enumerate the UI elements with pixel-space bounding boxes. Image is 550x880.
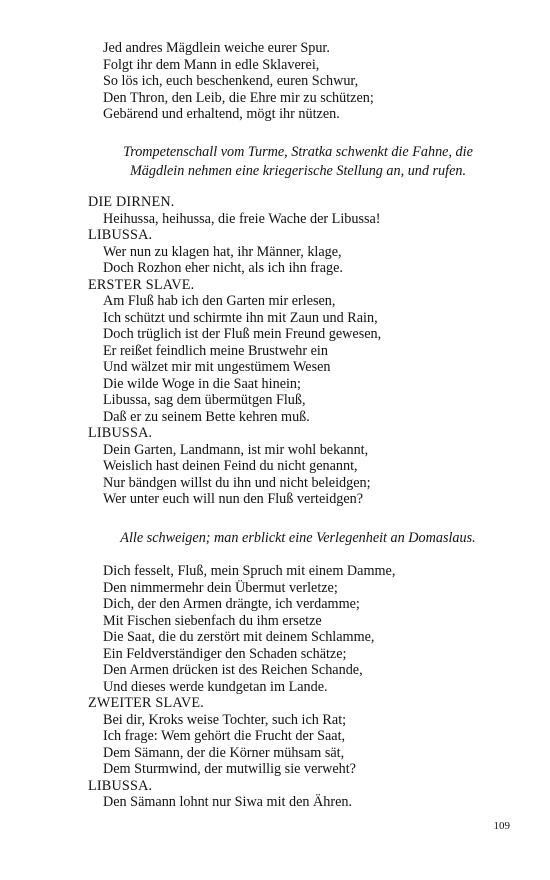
verse-line: So lös ich, euch beschenkend, euren Schwur, bbox=[103, 73, 359, 89]
verse-line: Am Fluß hab ich den Garten mir erlesen, bbox=[103, 293, 336, 309]
dialogue-block-1 bbox=[88, 194, 508, 508]
stage-direction-1 bbox=[88, 143, 508, 180]
verse-line: Mit Fischen siebenfach du ihm ersetze bbox=[103, 612, 322, 629]
verse-line: Ich schützt und schirmte ihn mit Zaun und Rain, bbox=[103, 309, 378, 326]
verse-line: Er reißet feindlich meine Brustwehr ein bbox=[103, 342, 328, 359]
verse-line: Jed andres Mägdlein weiche eurer Spur. bbox=[103, 40, 330, 56]
stage-direction-line: Trompetenschall vom Turme, Stratka schwenkt die Fahne, die bbox=[123, 144, 473, 160]
speaker-name: LIBUSSA. bbox=[88, 425, 153, 441]
verse-line: Dich, der den Armen drängte, ich verdamme; bbox=[103, 596, 360, 612]
verse-line: Den Thron, den Leib, die Ehre mir zu schützen; bbox=[103, 89, 374, 106]
verse-line: Den Armen drücken ist des Reichen Schande, bbox=[103, 662, 363, 678]
page-number: 109 bbox=[493, 820, 510, 832]
verse-line: Den nimmermehr dein Übermut verletze; bbox=[103, 579, 338, 596]
verse-line: Den Sämann lohnt nur Siwa mit den Ähren. bbox=[103, 794, 353, 810]
verse-line: Und dieses werde kundgetan im Lande. bbox=[103, 678, 328, 695]
verse-line: Dein Garten, Landmann, ist mir wohl bekannt, bbox=[103, 441, 369, 458]
verse-line: Die Saat, die du zerstört mit deinem Schlamme, bbox=[103, 629, 375, 645]
verse-line: Daß er zu seinem Bette kehren muß. bbox=[103, 408, 310, 425]
verse-line: Ein Feldverständiger den Schaden schätze; bbox=[103, 645, 347, 662]
stage-direction-2 bbox=[88, 529, 508, 548]
verse-line: Doch Rozhon eher nicht, als ich ihn frage. bbox=[103, 260, 343, 276]
speaker-name: ERSTER SLAVE. bbox=[88, 276, 195, 293]
verse-line: Wer nun zu klagen hat, ihr Männer, klage, bbox=[103, 243, 342, 260]
verse-line: Dem Sturmwind, der mutwillig sie verweht? bbox=[103, 761, 356, 777]
speaker-name: ZWEITER SLAVE. bbox=[88, 695, 205, 711]
verse-line: Weislich hast deinen Feind du nicht genannt, bbox=[103, 458, 358, 474]
verse-line: Bei dir, Kroks weise Tochter, such ich Rat; bbox=[103, 711, 347, 728]
verse-line: Und wälzet mir mit ungestümem Wesen bbox=[103, 359, 331, 375]
stage-direction-line: Alle schweigen; man erblickt eine Verlegenheit an Domaslaus. bbox=[120, 530, 476, 546]
verse-line: Heihussa, heihussa, die freie Wache der Libussa! bbox=[103, 210, 381, 227]
speaker-name: DIE DIRNEN. bbox=[88, 194, 175, 210]
speaker-name: LIBUSSA. bbox=[88, 227, 153, 243]
verse-line: Doch trüglich ist der Fluß mein Freund gewesen, bbox=[103, 326, 382, 342]
verse-line: Wer unter euch will nun den Fluß verteidgen? bbox=[103, 491, 364, 507]
verse-line: Ich frage: Wem gehört die Frucht der Saat, bbox=[103, 728, 346, 744]
verse-block-1 bbox=[88, 40, 508, 123]
verse-line: Dich fesselt, Fluß, mein Spruch mit einem Damme, bbox=[103, 563, 396, 579]
verse-line: Libussa, sag dem übermütgen Fluß, bbox=[103, 392, 306, 408]
verse-line: Die wilde Woge in die Saat hinein; bbox=[103, 375, 301, 392]
speaker-name: LIBUSSA. bbox=[88, 777, 153, 794]
verse-line: Gebärend und erhaltend, mögt ihr nützen. bbox=[103, 106, 340, 122]
verse-line: Nur bändgen willst du ihn und nicht beleidgen; bbox=[103, 474, 371, 491]
verse-line: Folgt ihr dem Mann in edle Sklaverei, bbox=[103, 56, 320, 73]
dialogue-block-2 bbox=[88, 563, 508, 811]
stage-direction-line: Mägdlein nehmen eine kriegerische Stellung an, und rufen. bbox=[129, 162, 467, 179]
verse-line: Dem Sämann, der die Körner mühsam sät, bbox=[103, 744, 345, 761]
